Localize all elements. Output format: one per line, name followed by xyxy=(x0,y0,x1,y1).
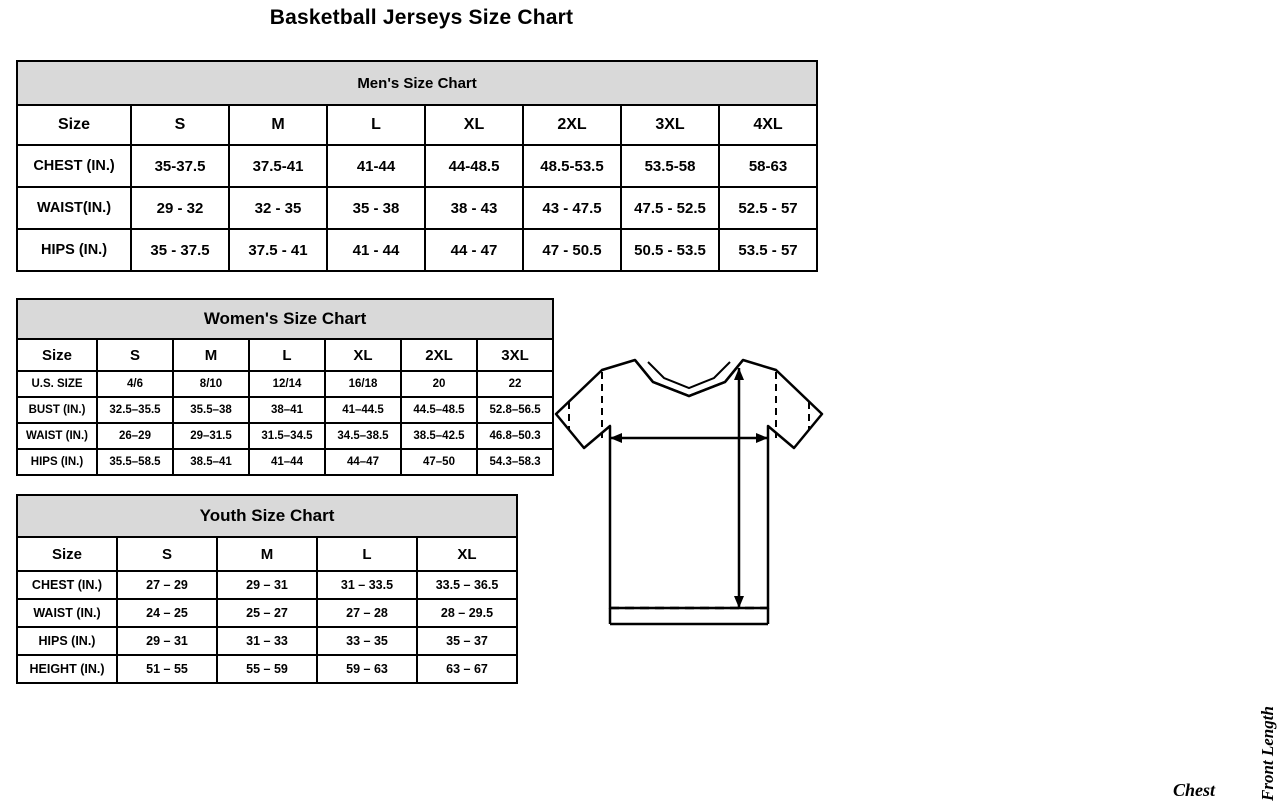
table-cell: 32 - 35 xyxy=(229,187,327,229)
row-label: WAIST (IN.) xyxy=(17,423,97,449)
row-label: CHEST (IN.) xyxy=(17,145,131,187)
table-cell: 12/14 xyxy=(249,371,325,397)
table-row xyxy=(17,397,553,423)
column-header: XL xyxy=(325,339,401,371)
chest-measure-label: Chest xyxy=(1170,780,1218,801)
jersey-illustration xyxy=(540,352,835,672)
column-header: 3XL xyxy=(621,105,719,145)
table-cell: 58-63 xyxy=(719,145,817,187)
column-header: M xyxy=(217,537,317,571)
column-header: L xyxy=(327,105,425,145)
row-label: WAIST (IN.) xyxy=(17,599,117,627)
row-label: CHEST (IN.) xyxy=(17,571,117,599)
youth-chart-heading: Youth Size Chart xyxy=(17,495,517,537)
table-cell: 46.8–50.3 xyxy=(477,423,553,449)
table-cell: 16/18 xyxy=(325,371,401,397)
table-row xyxy=(17,599,517,627)
table-cell: 27 – 29 xyxy=(117,571,217,599)
table-cell: 50.5 - 53.5 xyxy=(621,229,719,271)
row-label: BUST (IN.) xyxy=(17,397,97,423)
table-cell: 51 – 55 xyxy=(117,655,217,683)
table-cell: 29–31.5 xyxy=(173,423,249,449)
table-cell: 54.3–58.3 xyxy=(477,449,553,475)
table-cell: 35 – 37 xyxy=(417,627,517,655)
table-row xyxy=(17,423,553,449)
table-cell: 53.5 - 57 xyxy=(719,229,817,271)
table-cell: 38.5–42.5 xyxy=(401,423,477,449)
table-cell: 48.5-53.5 xyxy=(523,145,621,187)
womens-chart-heading: Women's Size Chart xyxy=(17,299,553,339)
mens-size-chart xyxy=(16,60,818,272)
column-header: 3XL xyxy=(477,339,553,371)
table-cell: 53.5-58 xyxy=(621,145,719,187)
row-label: U.S. SIZE xyxy=(17,371,97,397)
column-header: S xyxy=(131,105,229,145)
womens-size-chart xyxy=(16,298,554,476)
row-label: HIPS (IN.) xyxy=(17,449,97,475)
column-header: L xyxy=(249,339,325,371)
table-cell: 31 – 33 xyxy=(217,627,317,655)
column-header: 4XL xyxy=(719,105,817,145)
table-row xyxy=(17,537,517,571)
table-row xyxy=(17,627,517,655)
table-cell: 44 - 47 xyxy=(425,229,523,271)
table-cell: 47 - 50.5 xyxy=(523,229,621,271)
table-row xyxy=(17,299,553,339)
column-header: XL xyxy=(425,105,523,145)
mens-chart-heading: Men's Size Chart xyxy=(17,61,817,105)
table-cell: 8/10 xyxy=(173,371,249,397)
table-cell: 41 - 44 xyxy=(327,229,425,271)
table-row xyxy=(17,145,817,187)
table-cell: 41–44 xyxy=(249,449,325,475)
table-cell: 35.5–58.5 xyxy=(97,449,173,475)
table-cell: 37.5 - 41 xyxy=(229,229,327,271)
table-row xyxy=(17,105,817,145)
table-cell: 41-44 xyxy=(327,145,425,187)
column-header: L xyxy=(317,537,417,571)
table-cell: 35 - 38 xyxy=(327,187,425,229)
table-cell: 44.5–48.5 xyxy=(401,397,477,423)
table-cell: 43 - 47.5 xyxy=(523,187,621,229)
page-title: Basketball Jerseys Size Chart xyxy=(269,6,574,29)
row-label: HIPS (IN.) xyxy=(17,627,117,655)
column-header: 2XL xyxy=(401,339,477,371)
table-cell: 41–44.5 xyxy=(325,397,401,423)
table-cell: 37.5-41 xyxy=(229,145,327,187)
column-header: S xyxy=(97,339,173,371)
table-cell: 32.5–35.5 xyxy=(97,397,173,423)
table-cell: 38 - 43 xyxy=(425,187,523,229)
table-cell: 47–50 xyxy=(401,449,477,475)
table-row xyxy=(17,449,553,475)
column-header: S xyxy=(117,537,217,571)
table-cell: 25 – 27 xyxy=(217,599,317,627)
youth-size-chart xyxy=(16,494,518,684)
row-label: HIPS (IN.) xyxy=(17,229,131,271)
column-header: 2XL xyxy=(523,105,621,145)
table-cell: 29 – 31 xyxy=(117,627,217,655)
row-label: WAIST(IN.) xyxy=(17,187,131,229)
table-cell: 35.5–38 xyxy=(173,397,249,423)
table-cell: 44–47 xyxy=(325,449,401,475)
column-header: Size xyxy=(17,339,97,371)
table-cell: 38.5–41 xyxy=(173,449,249,475)
table-cell: 29 - 32 xyxy=(131,187,229,229)
table-row xyxy=(17,371,553,397)
table-cell: 35-37.5 xyxy=(131,145,229,187)
table-cell: 38–41 xyxy=(249,397,325,423)
table-cell: 35 - 37.5 xyxy=(131,229,229,271)
table-cell: 55 – 59 xyxy=(217,655,317,683)
front-length-measure-label: Front Length xyxy=(1258,703,1278,804)
column-header: Size xyxy=(17,537,117,571)
table-row xyxy=(17,187,817,229)
table-cell: 29 – 31 xyxy=(217,571,317,599)
column-header: M xyxy=(173,339,249,371)
table-cell: 44-48.5 xyxy=(425,145,523,187)
jersey-measurement-diagram xyxy=(540,352,1277,801)
table-row xyxy=(17,571,517,599)
table-cell: 24 – 25 xyxy=(117,599,217,627)
table-cell: 4/6 xyxy=(97,371,173,397)
table-cell: 20 xyxy=(401,371,477,397)
table-cell: 59 – 63 xyxy=(317,655,417,683)
hem-band xyxy=(610,608,768,624)
table-row xyxy=(17,229,817,271)
column-header: M xyxy=(229,105,327,145)
table-cell: 34.5–38.5 xyxy=(325,423,401,449)
table-cell: 63 – 67 xyxy=(417,655,517,683)
table-cell: 28 – 29.5 xyxy=(417,599,517,627)
table-row xyxy=(17,655,517,683)
table-cell: 27 – 28 xyxy=(317,599,417,627)
table-cell: 33.5 – 36.5 xyxy=(417,571,517,599)
table-cell: 26–29 xyxy=(97,423,173,449)
column-header: XL xyxy=(417,537,517,571)
table-row xyxy=(17,495,517,537)
column-header: Size xyxy=(17,105,131,145)
row-label: HEIGHT (IN.) xyxy=(17,655,117,683)
table-cell: 33 – 35 xyxy=(317,627,417,655)
table-cell: 52.5 - 57 xyxy=(719,187,817,229)
table-row xyxy=(17,339,553,371)
table-cell: 52.8–56.5 xyxy=(477,397,553,423)
table-cell: 47.5 - 52.5 xyxy=(621,187,719,229)
table-cell: 22 xyxy=(477,371,553,397)
table-row xyxy=(17,61,817,105)
table-cell: 31.5–34.5 xyxy=(249,423,325,449)
table-cell: 31 – 33.5 xyxy=(317,571,417,599)
